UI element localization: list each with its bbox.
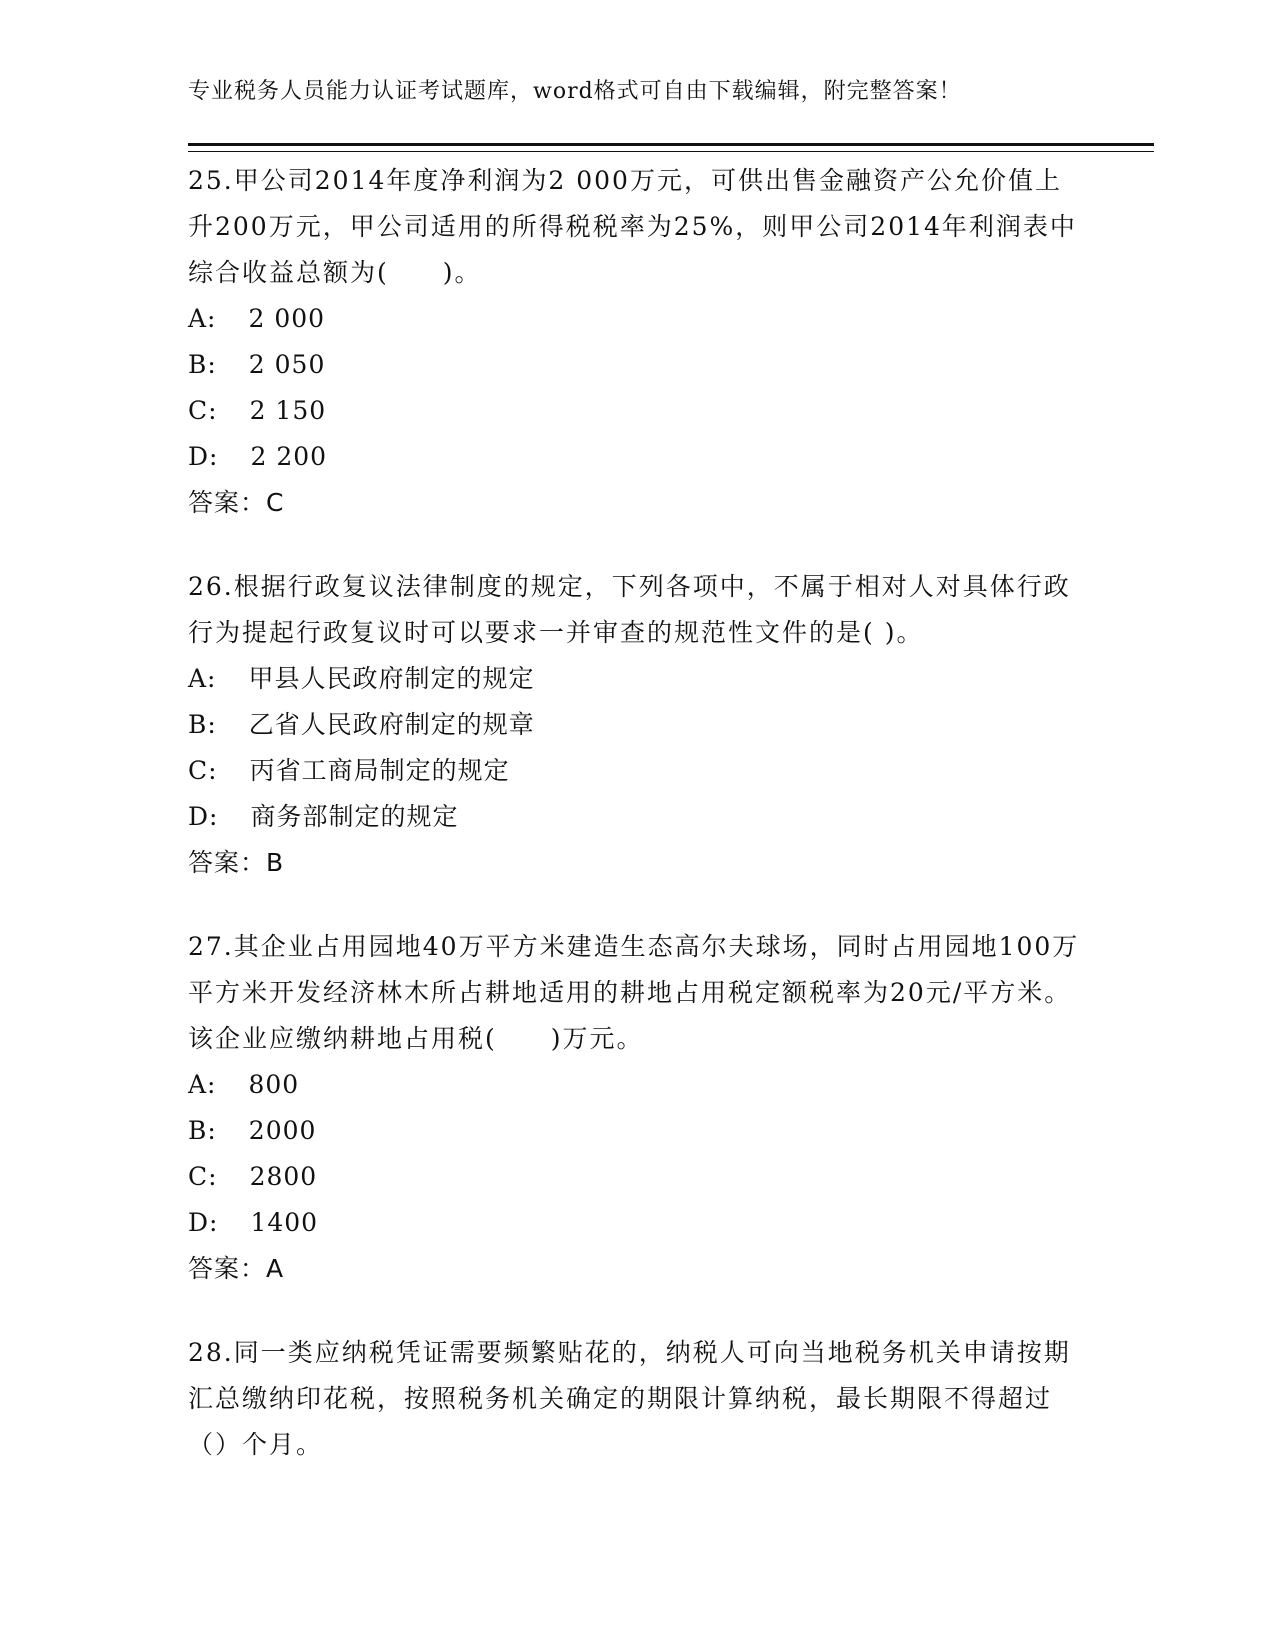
header-rule-thin [188,151,1154,152]
option-a [188,1062,1088,1108]
question-stem: 25.甲公司2014年度净利润为2 000万元，可供出售金融资产公允价值上升200万元，甲公司适用的所得税税率为25%，则甲公司2014年利润表中综合收益总额为( )。 [188,166,1077,287]
answer-line: 答案：C [188,488,285,517]
option-key: B: [188,1116,217,1145]
option-b [188,1108,1088,1154]
option-text: 甲县人民政府制定的规定 [248,664,535,693]
option-text: 2000 [248,1116,317,1145]
option-key: D: [188,442,219,471]
question-stem: 27.其企业占用园地40万平方米建造生态高尔夫球场，同时占用园地100万平方米开发经济林木所占耕地适用的耕地占用税定额税率为20元/平方米。该企业应缴纳耕地占用税( )万元。 [188,932,1080,1053]
option-text: 2 200 [250,442,328,471]
answer-line: 答案：A [188,1254,285,1283]
answer-line: 答案：B [188,848,285,877]
option-text: 2800 [249,1162,318,1191]
question-27 [188,924,1088,1292]
header-rule-thick [188,143,1154,146]
option-a [188,656,1088,702]
option-key: C: [188,396,218,425]
question-stem: 28.同一类应纳税凭证需要频繁贴花的，纳税人可向当地税务机关申请按期汇总缴纳印花税，按照税务机关确定的期限计算纳税，最长期限不得超过（）个月。 [188,1338,1071,1459]
option-d [188,794,1088,840]
option-text: 2 000 [248,304,326,333]
question-25 [188,158,1088,526]
question-28 [188,1330,1088,1468]
option-c [188,748,1088,794]
option-key: A: [188,664,217,693]
option-key: C: [188,1162,218,1191]
option-d [188,1200,1088,1246]
option-text: 丙省工商局制定的规定 [249,756,510,785]
question-list [188,158,1088,1506]
option-text: 乙省人民政府制定的规章 [248,710,535,739]
option-text: 1400 [250,1208,319,1237]
question-26 [188,564,1088,886]
option-a [188,296,1088,342]
option-key: C: [188,756,218,785]
option-d [188,434,1088,480]
option-text: 商务部制定的规定 [250,802,459,831]
option-c [188,388,1088,434]
option-text: 2 150 [249,396,327,425]
option-text: 800 [248,1070,300,1099]
option-key: D: [188,802,219,831]
question-stem: 26.根据行政复议法律制度的规定，下列各项中，不属于相对人对具体行政行为提起行政复议时可以要求一并审查的规范性文件的是( )。 [188,572,1071,647]
option-b [188,702,1088,748]
option-b [188,342,1088,388]
option-key: B: [188,710,217,739]
option-key: A: [188,1070,217,1099]
page-header: 专业税务人员能力认证考试题库，word格式可自由下载编辑，附完整答案！ [188,79,962,104]
option-text: 2 050 [248,350,326,379]
option-key: B: [188,350,217,379]
option-key: A: [188,304,217,333]
option-c [188,1154,1088,1200]
option-key: D: [188,1208,219,1237]
